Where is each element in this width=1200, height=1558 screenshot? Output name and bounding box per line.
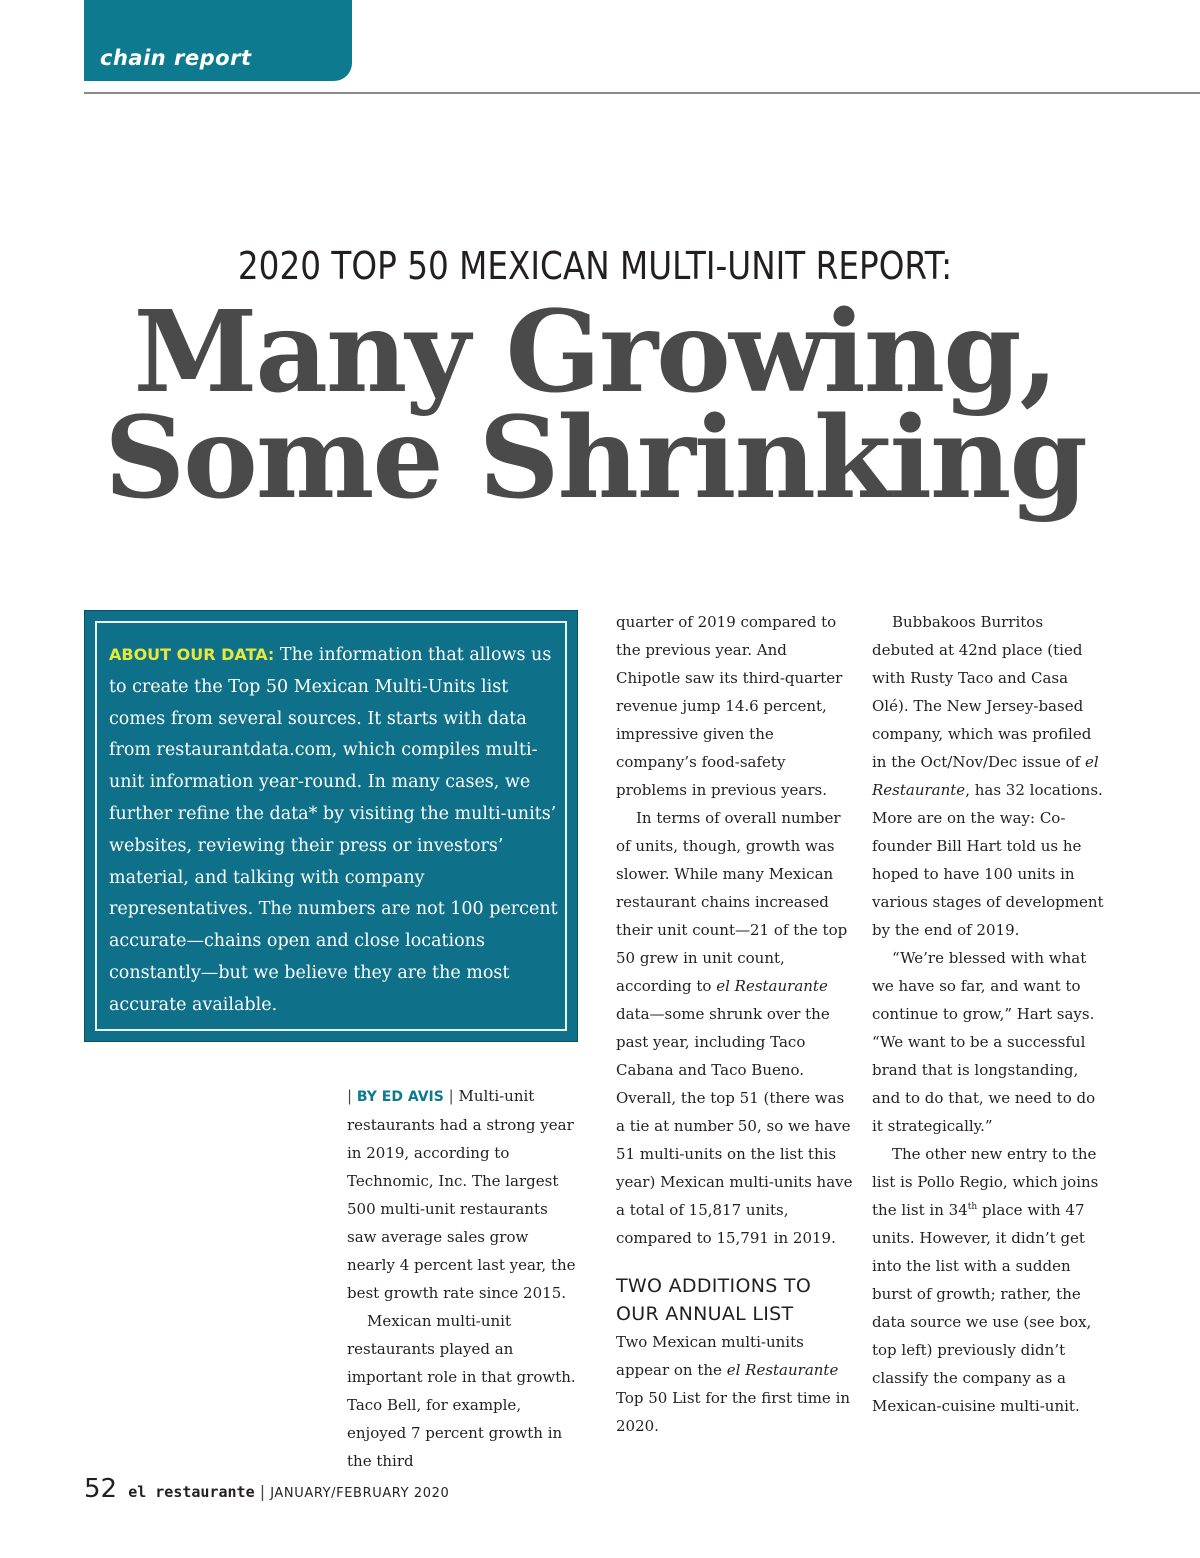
column-2-paragraph-2-b: data—some shrunk over the past year, including Taco Cabana and Taco Bueno. Overall, the top 51 (there was a tie at number 50, so we have 51 multi-units on the list this year) Mexican multi-units have a total of 15,817 units, compared to 15,791 in 2019.	[616, 1005, 853, 1247]
column-3-paragraph-3-a: The other new entry to the list is Pollo Regio, which joins the list in 34	[872, 1145, 1099, 1219]
about-data-box-border	[95, 621, 567, 1031]
article-column-1	[347, 1082, 581, 1475]
article-column-2	[616, 608, 854, 1440]
column-3-paragraph-3	[872, 1140, 1104, 1420]
top-rule	[84, 92, 1200, 94]
page-number: 52	[84, 1474, 118, 1504]
column-3-paragraph-1-b: , has 32 locations. More are on the way: Co-founder Bill Hart told us he hoped to have 100 units in various stages of development by the end of 2019.	[872, 781, 1104, 939]
headline-line-1: Many Growing,	[133, 287, 1057, 418]
column-2-publication-name-2: el Restaurante	[726, 1361, 839, 1379]
column-3-paragraph-2: “We’re blessed with what we have so far, and want to continue to grow,” Hart says. “We want to be a successful brand that is longstanding, and to do that, we need to do it strategically.”	[872, 949, 1096, 1135]
headline-line-2: Some Shrinking	[104, 393, 1086, 524]
column-2-subhead-line-1: TWO ADDITIONS TO	[616, 1275, 812, 1297]
column-1-paragraph-2: Mexican multi-unit restaurants played an important role in that growth. Taco Bell, for example, enjoyed 7 percent growth in the third	[347, 1312, 576, 1470]
column-2-subhead-line-2: OUR ANNUAL LIST	[616, 1303, 794, 1325]
section-tab	[84, 0, 352, 81]
byline: BY ED AVIS	[356, 1089, 444, 1105]
about-data-label: ABOUT OUR DATA:	[109, 645, 275, 664]
article-column-3	[872, 608, 1104, 1420]
column-2-paragraph-3-a: Two Mexican multi-units appear on the	[616, 1333, 804, 1379]
column-2-paragraph-1: quarter of 2019 compared to the previous year. And Chipotle saw its third-quarter revenue jump 14.6 percent, impressive given the company’s food-safety problems in previous years.	[616, 613, 843, 799]
column-3-paragraph-1	[872, 608, 1104, 944]
article-headline	[0, 287, 1190, 524]
column-2-paragraph-2-a: In terms of overall number of units, though, growth was slower. While many Mexican restaurant chains increased their unit count—21 of the top 50 grew in unit count, according to	[616, 809, 848, 995]
magazine-name: el restaurante	[128, 1483, 255, 1501]
footer-separator: |	[259, 1482, 266, 1501]
column-2-paragraph-3-b: Top 50 List for the first time in 2020.	[616, 1389, 851, 1435]
column-3-paragraph-3-b: place with 47 units. However, it didn’t get into the list with a sudden burst of growth; rather, the data source we use (see box, top left) previously didn’t classify the company as a Mexican-cuisine multi-unit.	[872, 1201, 1092, 1415]
column-2-paragraph-3	[616, 1328, 854, 1440]
about-data-text-block	[109, 639, 559, 1022]
column-2-paragraph-2	[616, 804, 854, 1252]
article-kicker: 2020 TOP 50 MEXICAN MULTI-UNIT REPORT:	[237, 244, 953, 288]
page-footer	[84, 1474, 449, 1514]
about-data-box	[84, 610, 578, 1042]
byline-sep-left: |	[347, 1087, 353, 1105]
issue-date: JANUARY/FEBRUARY 2020	[270, 1486, 450, 1501]
byline-sep-right: |	[448, 1087, 454, 1105]
section-label: chain report	[100, 46, 252, 70]
column-3-publication-name: el Restaurante	[872, 753, 1099, 799]
column-1-lead: Multi-unit restaurants had a strong year in 2019, according to Technomic, Inc. The largest 500 multi-unit restaurants saw average sales grow nearly 4 percent last year, the best growth rate since 2015.	[347, 1087, 576, 1302]
column-2-subhead	[616, 1272, 854, 1328]
ordinal-suffix: th	[967, 1202, 978, 1212]
column-2-publication-name: el Restaurante	[716, 977, 828, 995]
about-data-text: The information that allows us to create the Top 50 Mexican Multi-Units list comes from several sources. It starts with data from restaurantdata.com, which compiles multi-unit information year-round. In many cases, we further refine the data* by visiting the multi-units’ websites, reviewing their press or investors’ material, and talking with company representatives. The numbers are not 100 percent accurate—chains open and close locations constantly—but we believe they are the most accurate available.	[109, 645, 558, 1015]
column-3-paragraph-1-a: Bubbakoos Burritos debuted at 42nd place (tied with Rusty Taco and Casa Olé). The New Jersey-based company, which was profiled in the Oct/Nov/Dec issue of	[872, 613, 1092, 771]
